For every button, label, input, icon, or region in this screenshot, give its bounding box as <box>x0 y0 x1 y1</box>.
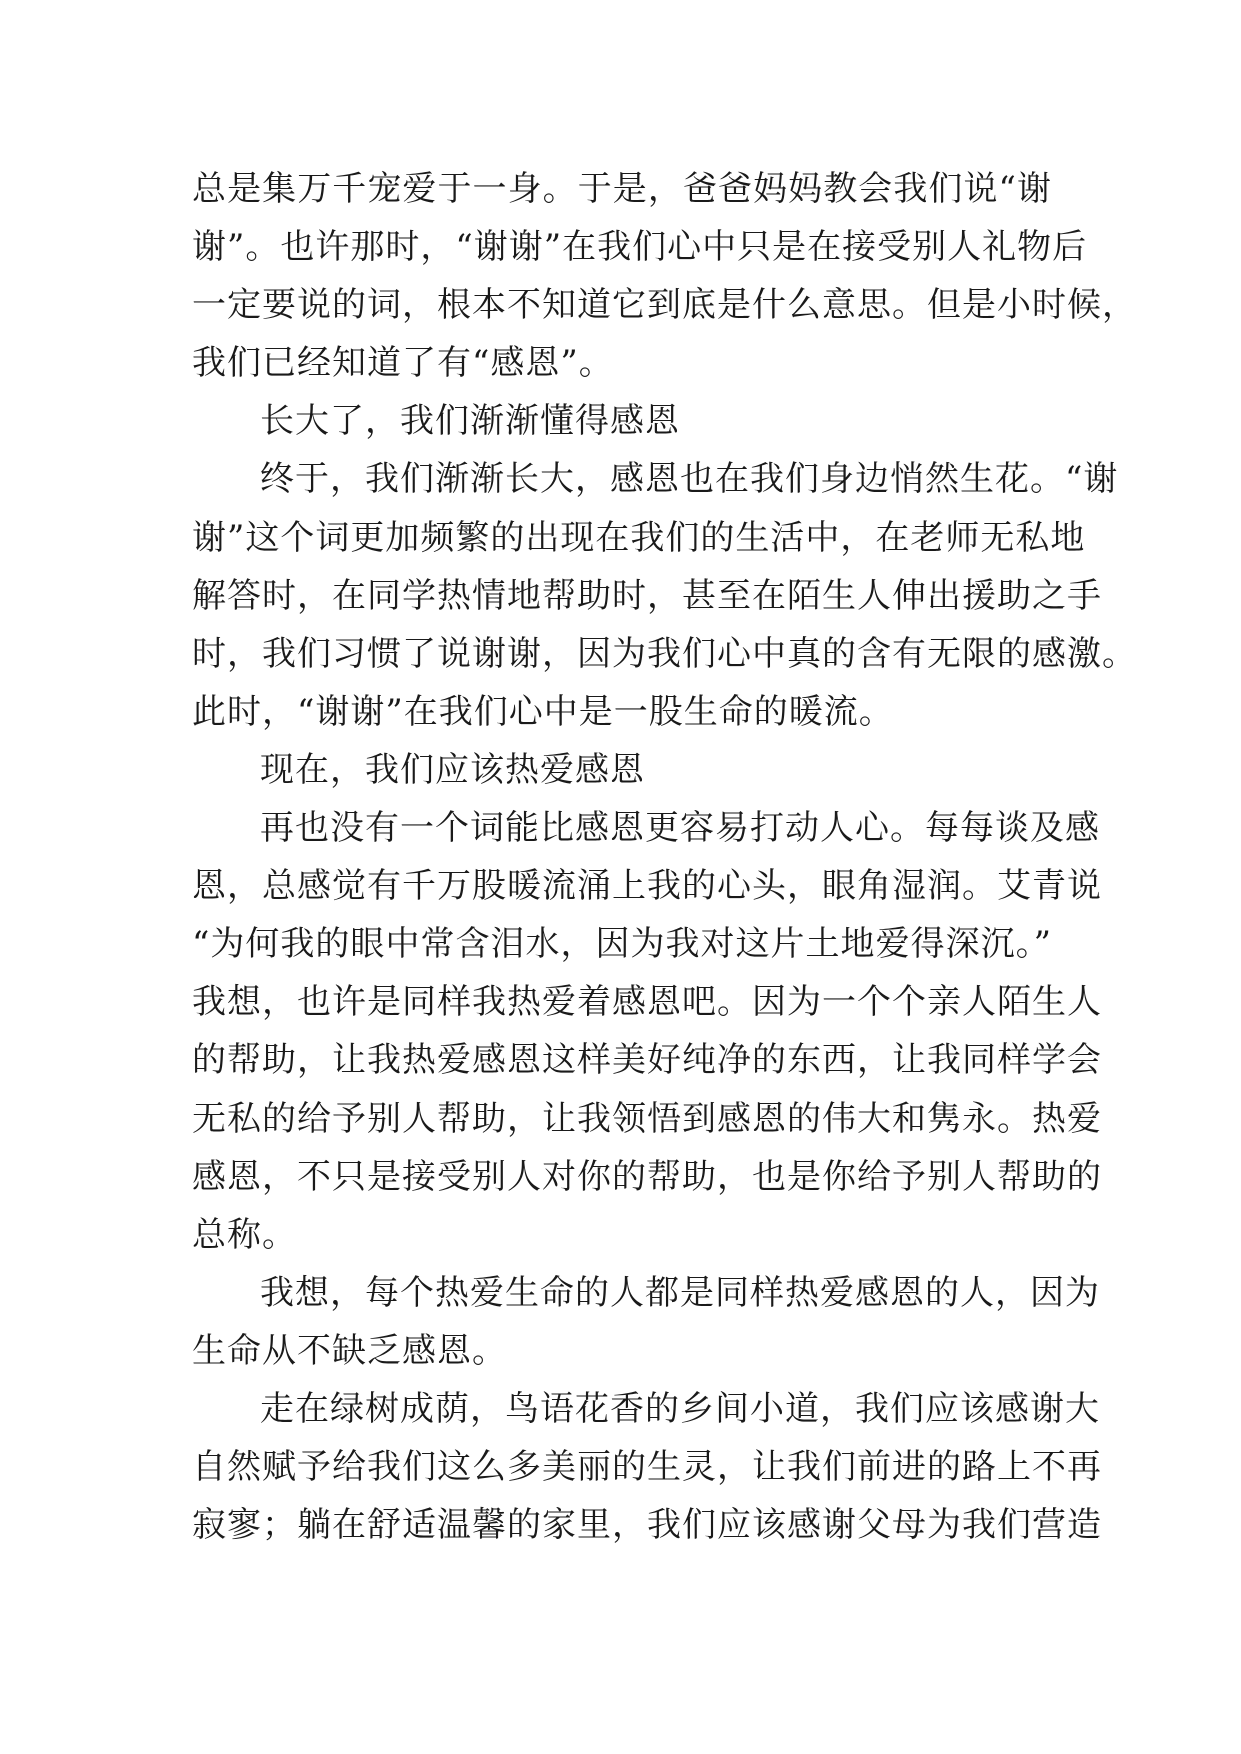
text-line: 解答时，在同学热情地帮助时，甚至在陌生人伸出援助之手 <box>192 575 1102 616</box>
text-line: 寂寥；躺在舒适温馨的家里，我们应该感谢父母为我们营造 <box>192 1505 1102 1546</box>
text-line: 自然赋予给我们这么多美丽的生灵，让我们前进的路上不再 <box>192 1447 1102 1488</box>
text-line: 再也没有一个词能比感恩更容易打动人心。每每谈及感 <box>260 808 1100 849</box>
section-heading: 长大了，我们渐渐懂得感恩 <box>260 401 680 442</box>
text-line: 无私的给予别人帮助，让我领悟到感恩的伟大和隽永。热爱 <box>192 1098 1102 1139</box>
text-line: 我想，每个热爱生命的人都是同样热爱感恩的人，因为 <box>260 1272 1100 1313</box>
text-line: 此时，“谢谢”在我们心中是一股生命的暖流。 <box>192 691 894 732</box>
text-line: 时，我们习惯了说谢谢，因为我们心中真的含有无限的感激。 <box>192 633 1137 674</box>
text-line: 总是集万千宠爱于一身。于是，爸爸妈妈教会我们说“谢 <box>192 169 1052 209</box>
text-line: 我们已经知道了有“感恩”。 <box>192 343 614 384</box>
text-line: 生命从不缺乏感恩。 <box>192 1330 507 1371</box>
text-line: 我想，也许是同样我热爱着感恩吧。因为一个个亲人陌生人 <box>192 982 1102 1023</box>
text-line: 的帮助，让我热爱感恩这样美好纯净的东西，让我同样学会 <box>192 1040 1102 1081</box>
text-line: 谢”。也许那时，“谢谢”在我们心中只是在接受别人礼物后 <box>192 227 1088 268</box>
text-line: 感恩，不只是接受别人对你的帮助，也是你给予别人帮助的 <box>192 1156 1102 1197</box>
text-line: 终于，我们渐渐长大，感恩也在我们身边悄然生花。“谢 <box>260 459 1119 500</box>
text-line: 总称。 <box>192 1214 297 1255</box>
text-line: “为何我的眼中常含泪水，因为我对这片土地爱得深沉。” <box>192 924 1052 965</box>
text-line: 走在绿树成荫，鸟语花香的乡间小道，我们应该感谢大 <box>260 1388 1100 1429</box>
text-line: 谢”这个词更加频繁的出现在我们的生活中，在老师无私地 <box>192 517 1086 558</box>
text-line: 一定要说的词，根本不知道它到底是什么意思。但是小时候， <box>192 285 1137 326</box>
section-heading: 现在，我们应该热爱感恩 <box>260 749 645 790</box>
document-body <box>192 160 1137 1554</box>
text-line: 恩，总感觉有千万股暖流涌上我的心头，眼角湿润。艾青说 <box>192 866 1102 907</box>
